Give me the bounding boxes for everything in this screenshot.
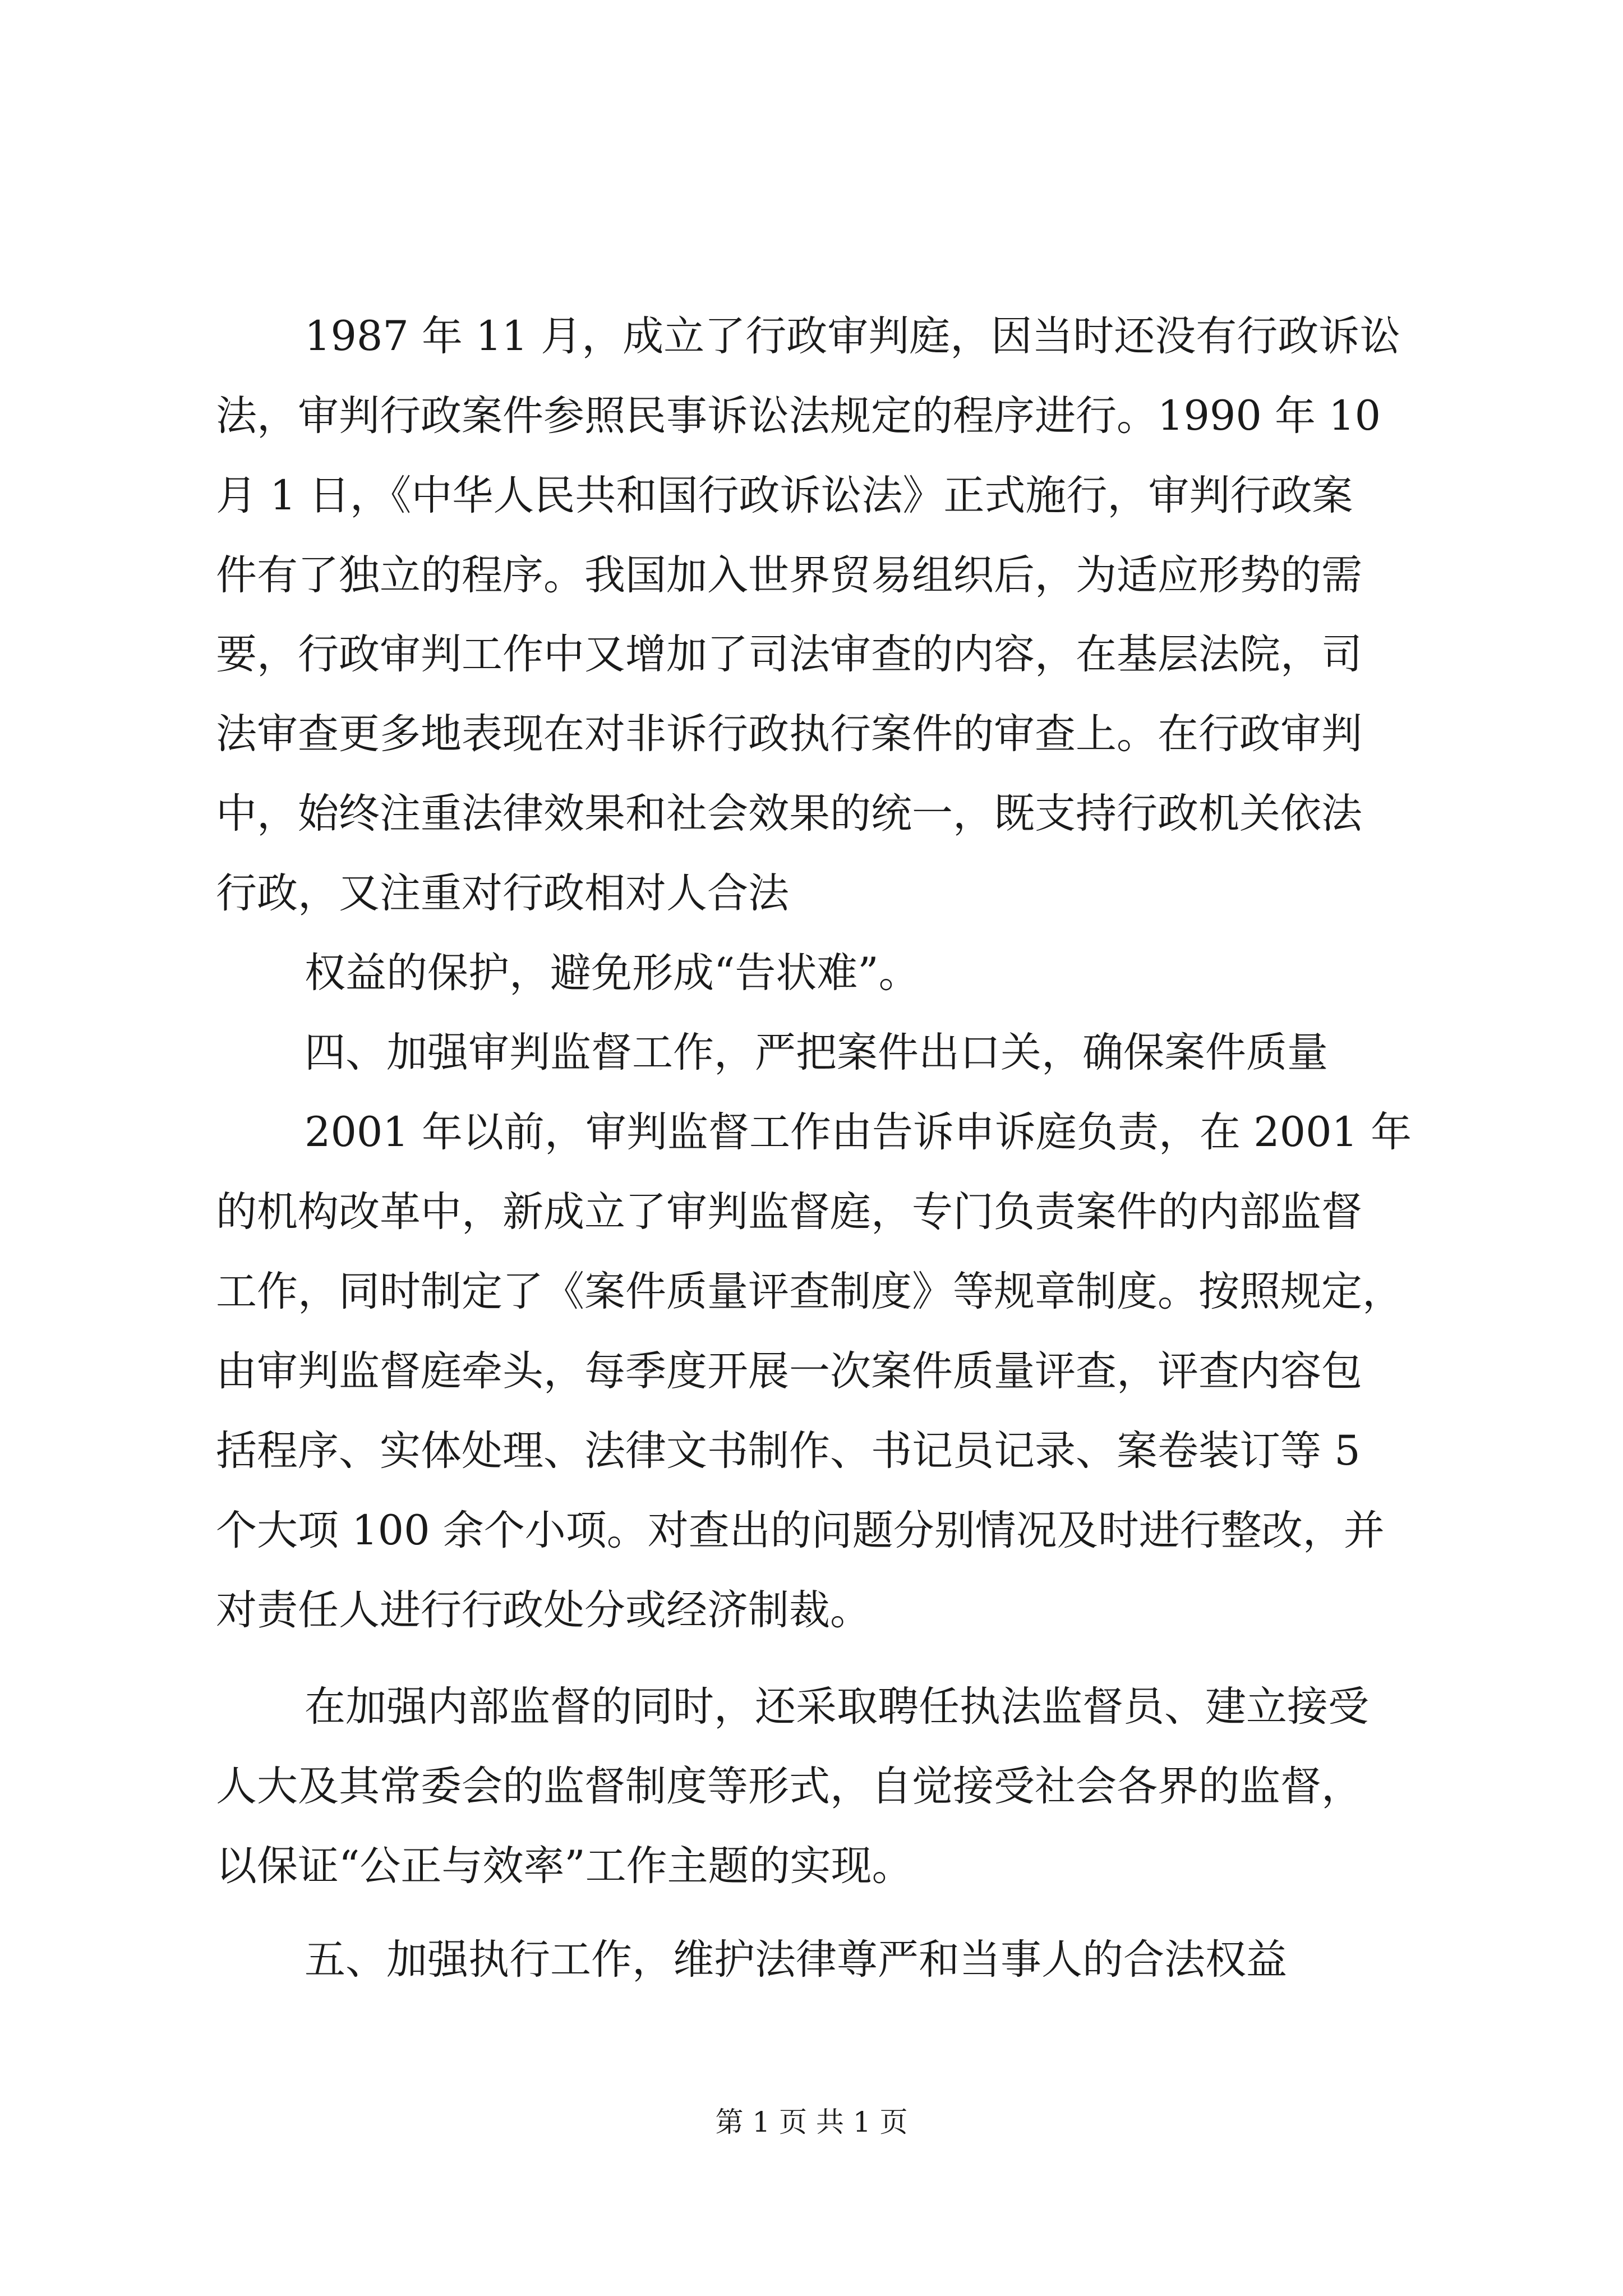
body-text-line: 在加强内部监督的同时，还采取聘任执法监督员、建立接受 (305, 1683, 1369, 1731)
body-text-line: 由审判监督庭牵头，每季度开展一次案件质量评查，评查内容包 (216, 1347, 1362, 1395)
body-text-line: 个大项 100 余个小项。对查出的问题分别情况及时进行整改，并 (216, 1507, 1385, 1554)
body-text-line: 法审查更多地表现在对非诉行政执行案件的审查上。在行政审判 (216, 710, 1362, 758)
body-text-line: 对责任人进行行政处分或经济制裁。 (216, 1586, 871, 1634)
body-text-line: 法，审判行政案件参照民事诉讼法规定的程序进行。1990 年 10 (216, 392, 1381, 440)
body-text-line: 权益的保护，避免形成“告状难”。 (305, 949, 920, 997)
body-text-line: 件有了独立的程序。我国加入世界贸易组织后，为适应形势的需 (216, 551, 1362, 599)
body-text-line: 人大及其常委会的监督制度等形式，自觉接受社会各界的监督， (216, 1763, 1362, 1810)
body-text-line: 要，行政审判工作中又增加了司法审查的内容，在基层法院，司 (216, 631, 1362, 678)
body-text-line: 月 1 日，《中华人民共和国行政诉讼法》正式施行，审判行政案 (216, 472, 1353, 519)
section-heading: 四、加强审判监督工作，严把案件出口关，确保案件质量 (305, 1029, 1328, 1076)
section-heading: 五、加强执行工作，维护法律尊严和当事人的合法权益 (305, 1936, 1287, 1984)
body-text-line: 以保证“公正与效率”工作主题的实现。 (216, 1842, 913, 1890)
body-text-line: 括程序、实体处理、法律文书制作、书记员记录、案卷装订等 5 (216, 1427, 1361, 1475)
body-text-line: 工作，同时制定了《案件质量评查制度》等规章制度。按照规定， (216, 1268, 1403, 1315)
body-text-line: 1987 年 11 月，成立了行政审判庭，因当时还没有行政诉讼 (305, 312, 1401, 360)
body-text-line: 中，始终注重法律效果和社会效果的统一，既支持行政机关依法 (216, 790, 1362, 838)
page-number: 第 1 页 共 1 页 (715, 2106, 908, 2138)
body-text-line: 2001 年以前，审判监督工作由告诉申诉庭负责，在 2001 年 (305, 1108, 1412, 1156)
body-text-line: 行政，又注重对行政相对人合法 (216, 869, 789, 917)
body-text-line: 的机构改革中，新成立了审判监督庭，专门负责案件的内部监督 (216, 1188, 1362, 1236)
